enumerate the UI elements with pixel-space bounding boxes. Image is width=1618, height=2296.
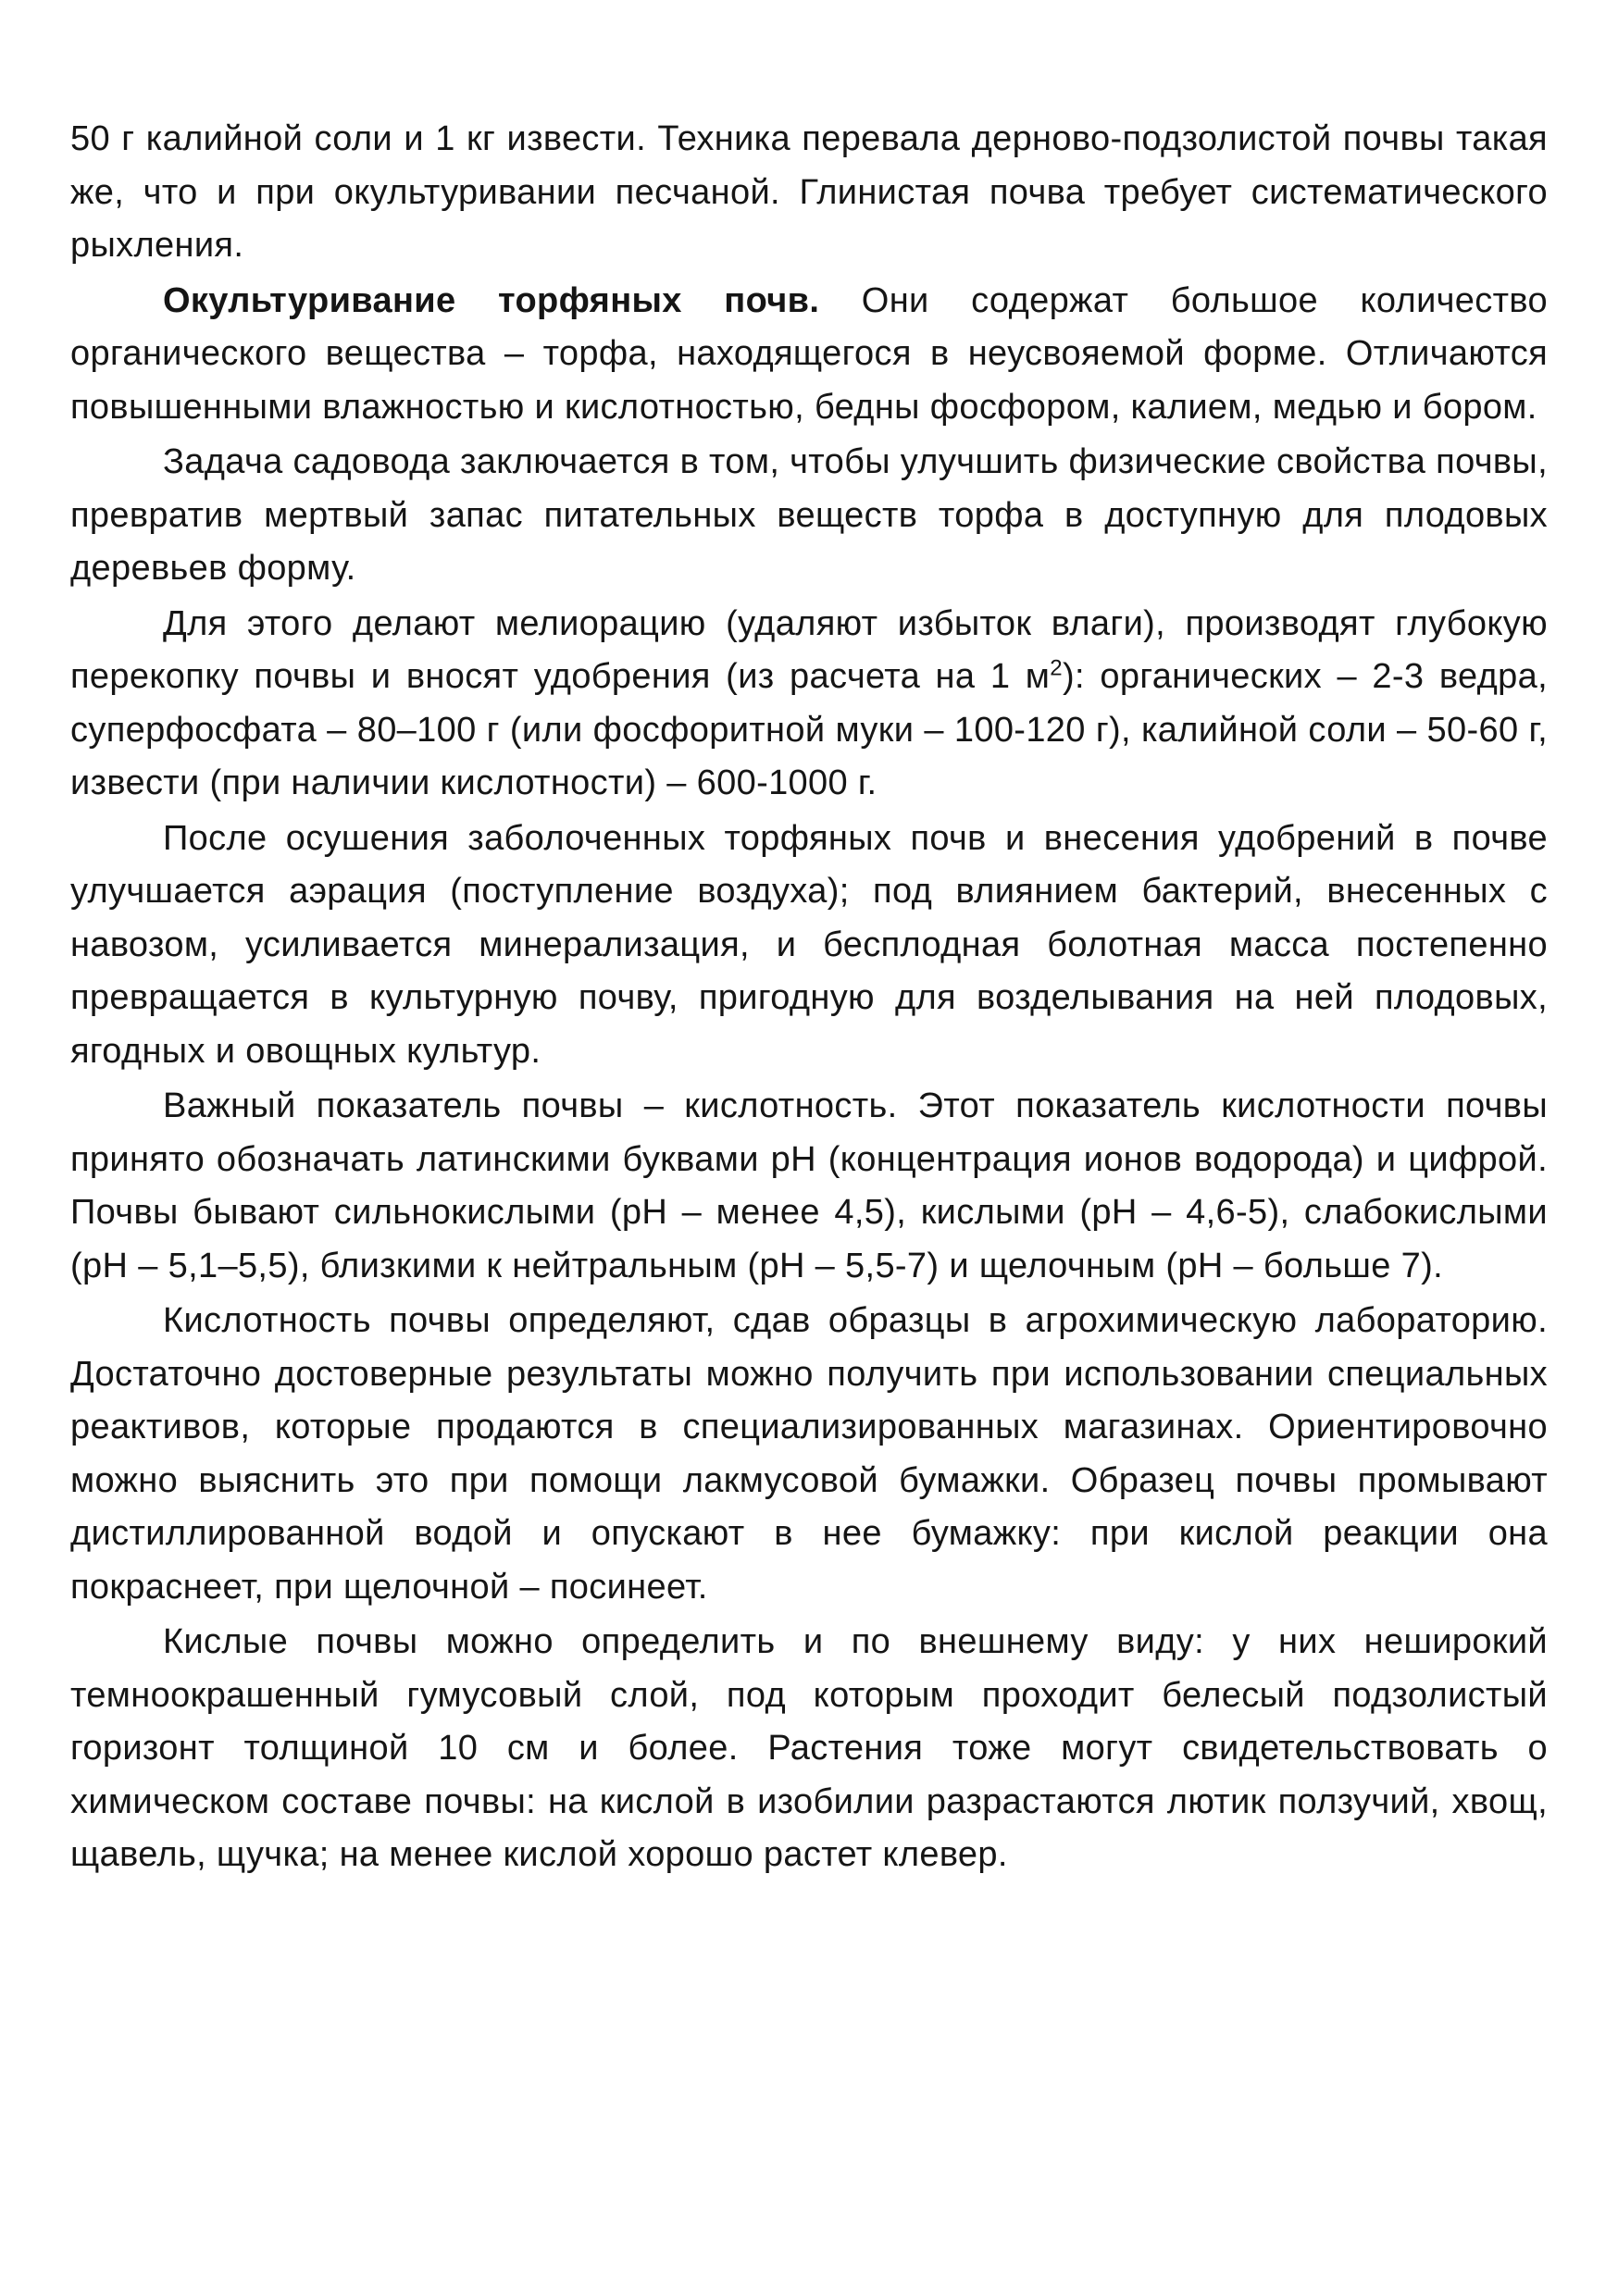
paragraph-gardener-task: Задача садовода заключается в том, чтобы улучшить физические свойства почвы, превратив мертвый запас питательных веществ торфа в доступную для плодовых деревьев форму. [70,442,1548,588]
square-superscript: 2 [1050,655,1063,681]
fertilizer-rates-text-start: Для этого делают мелиорацию (удаляют избыток влаги), производят глубокую перекопку почвы и вносят удобрения (из расчета на 1 м [70,603,1548,696]
paragraph-fertilizer-rates [70,598,1548,811]
fertilizer-rates-text-end: ): органических – 2-3 ведра, суперфосфата – 80–100 г (или фосфоритной муки – 100-120 г), калийной соли – 50-60 г, извести (при наличии кислотности) – 600-1000 г. [70,657,1548,802]
paragraph-peat-soils-text: Они содержат большое количество органического вещества – торфа, находящегося в неусвояемой форме. Отличаются повышенными влажностью и кислотностью, бедны фосфором, калием, медью и бором. [70,280,1548,427]
page-text-column [70,113,1548,1882]
paragraph-acid-soil-signs: Кислые почвы можно определить и по внешнему виду: у них неширокий темноокрашенный гумусовый слой, под которым проходит белесый подзолистый горизонт толщиной 10 см и более. Растения тоже могут свидетельствовать о химическом составе почвы: на кислой в изобилии разрастаются лютик ползучий, хвощ, щавель, щучка; на менее кислой хорошо растет клевер. [70,1622,1548,1874]
paragraph-soil-acidity: Важный показатель почвы – кислотность. Этот показатель кислотности почвы принято обозначать латинскими буквами pH (концентрация ионов водорода) и цифрой. Почвы бывают сильнокислыми (pH – менее 4,5), кислыми (pH – 4,6-5), слабокислыми (pH – 5,1–5,5), близкими к нейтральным (pH – 5,5-7) и щелочным (pH – больше 7). [70,1086,1548,1285]
paragraph-acidity-testing: Кислотность почвы определяют, сдав образцы в агрохимическую лабораторию. Достаточно достоверные результаты можно получить при использовании специальных реактивов, которые продаются в специализированных магазинах. Ориентировочно можно выяснить это при помощи лакмусовой бумажки. Образец почвы промывают дистиллированной водой и опускают в нее бумажку: при кислой реакции она покраснеет, при щелочной – посинеет. [70,1301,1548,1607]
paragraph-drainage-results: После осушения заболоченных торфяных почв и внесения удобрений в почве улучшается аэрация (поступление воздуха); под влиянием бактерий, внесенных с навозом, усиливается минерализация, и бесплодная болотная масса постепенно превращается в культурную почву, пригодную для возделывания на ней плодовых, ягодных и овощных культур. [70,818,1548,1071]
paragraph-limestone-note: 50 г калийной соли и 1 кг извести. Техника перевала дерново-подзолистой почвы такая же, что и при окультуривании песчаной. Глинистая почва требует систематического рыхления. [70,119,1548,265]
section-heading-peat-soils: Окультуривание торфяных почв. [163,280,820,320]
paragraph-peat-soils [70,275,1548,435]
